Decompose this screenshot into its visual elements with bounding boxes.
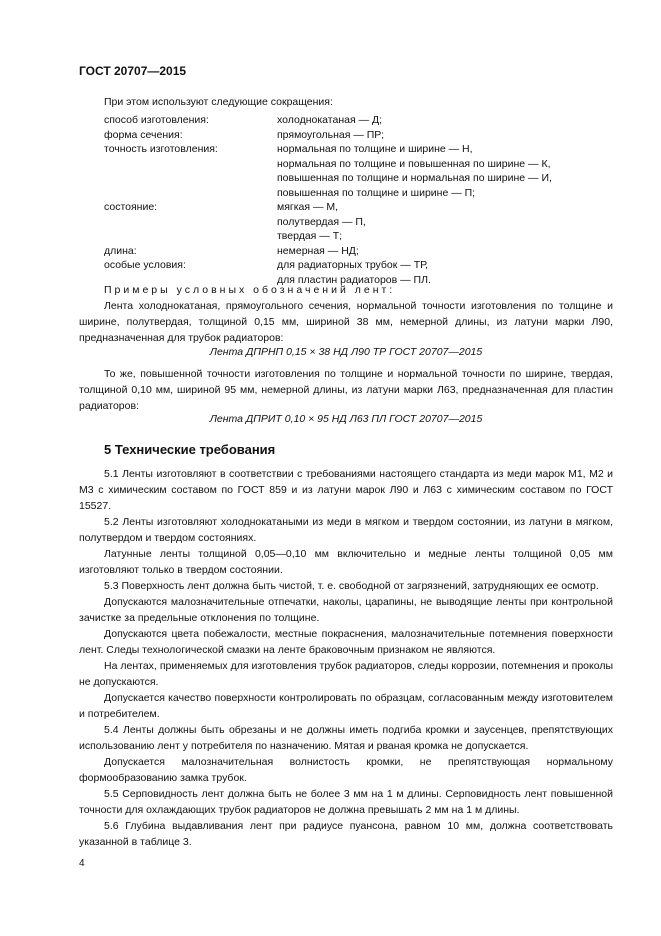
paragraph: Допускаются малозначительные отпечатки, наколы, царапины, не выводящие ленты при контрольной зачистке за предельные отклонения по толщине. bbox=[79, 596, 613, 624]
section-body bbox=[79, 466, 613, 850]
abbreviation-label: точность изготовления: bbox=[104, 143, 218, 155]
abbreviation-value: холоднокатаная — Д; bbox=[277, 114, 383, 126]
section-heading: 5 Технические требования bbox=[104, 442, 276, 457]
paragraph: Допускается малозначительная волнистость кромки, не препятствующая нормальному формообразованию замка трубок. bbox=[79, 756, 613, 784]
abbreviation-value: твердая — Т; bbox=[277, 230, 343, 242]
paragraph: 5.5 Серповидность лент должна быть не более 3 мм на 1 м длины. Серповидность лент повышенной точности для охлаждающих трубок радиаторов не должна превышать 2 мм на 1 м длины. bbox=[79, 788, 613, 816]
example-paragraph: То же, повышенной точности изготовления по толщине и нормальной точности по ширине, твердая, толщиной 0,10 мм, шириной 95 мм, немерной длины, из латуни марки Л63, предназначенная для пластин радиаторов: bbox=[79, 368, 613, 412]
abbreviation-row bbox=[104, 229, 552, 244]
paragraph: 5.4 Ленты должны быть обрезаны и не должны иметь подгиба кромки и заусенцев, препятствующих использованию лент у потребителя по назначению. Мятая и рваная кромка не допускается. bbox=[79, 724, 613, 752]
abbreviation-label: состояние: bbox=[104, 201, 158, 213]
abbreviation-row bbox=[104, 244, 552, 259]
paragraph: На лентах, применяемых для изготовления трубок радиаторов, следы коррозии, потемнения и проколы не допускаются. bbox=[79, 660, 613, 688]
example-2-text bbox=[79, 366, 613, 414]
abbreviation-value: повышенная по толщине и ширине — П; bbox=[277, 186, 476, 199]
document-header: ГОСТ 20707—2015 bbox=[79, 64, 187, 78]
abbreviation-value: нормальная по толщине и ширине — Н, bbox=[277, 143, 473, 155]
paragraph: Допускаются цвета побежалости, местные покраснения, малозначительные потемнения поверхности лент. Следы технологической смазки на ленте браковочным признаком не являются. bbox=[79, 628, 613, 656]
abbreviation-row bbox=[104, 157, 552, 172]
abbreviation-label: способ изготовления: bbox=[104, 114, 209, 126]
abbreviation-label: форма сечения: bbox=[104, 128, 183, 141]
paragraph: Допускается качество поверхности контролировать по образцам, согласованным между изготовителем и потребителем. bbox=[79, 692, 613, 720]
paragraph: 5.2 Ленты изготовляют холоднокатаными из меди в мягком и твердом состоянии, из латуни в мягком, полутвердом и твердом состояниях. bbox=[79, 516, 613, 544]
paragraph: 5.6 Глубина выдавливания лент при радиусе пуансона, равном 10 мм, должна соответствовать указанной в таблице 3. bbox=[79, 820, 613, 848]
abbreviation-value: немерная — НД; bbox=[277, 244, 359, 257]
abbreviation-value: нормальная по толщине и повышенная по ширине — К, bbox=[277, 157, 551, 170]
abbreviations-intro: При этом используют следующие сокращения: bbox=[104, 96, 333, 108]
abbreviation-row bbox=[104, 128, 552, 143]
paragraph: Латунные ленты толщиной 0,05—0,10 мм включительно и медные ленты толщиной 0,05 мм изготовляют только в твердом состоянии. bbox=[79, 548, 613, 576]
paragraph: 5.3 Поверхность лент должна быть чистой, т. е. свободной от загрязнений, затрудняющих ее осмотр. bbox=[104, 580, 599, 592]
abbreviation-row bbox=[104, 186, 552, 201]
abbreviation-label: длина: bbox=[104, 244, 137, 257]
abbreviation-row bbox=[104, 200, 552, 215]
abbreviations-list bbox=[104, 113, 552, 287]
paragraph: 5.1 Ленты изготовляют в соответствии с требованиями настоящего стандарта из меди марок М1, М2 и М3 с химическим составом по ГОСТ 859 и из латуни марок Л90 и Л63 с химическим составом по ГОСТ 15527. bbox=[79, 468, 613, 512]
example-1-designation: Лента ДПРНП 0,15 × 38 НД Л90 ТР ГОСТ 20707—2015 bbox=[209, 346, 483, 358]
abbreviation-value: полутвердая — П, bbox=[277, 215, 366, 228]
abbreviation-row bbox=[104, 142, 552, 157]
abbreviation-label: особые условия: bbox=[104, 259, 186, 271]
example-2-designation: Лента ДПРИТ 0,10 × 95 НД Л63 ПЛ ГОСТ 20707—2015 bbox=[209, 413, 483, 425]
examples-heading: Примеры условных обозначений лент: bbox=[104, 284, 396, 296]
abbreviation-value: повышенная по толщине и нормальная по ширине — И, bbox=[277, 172, 552, 184]
abbreviation-value: мягкая — М, bbox=[277, 201, 339, 213]
abbreviation-value: для пластин радиаторов — ПЛ. bbox=[277, 273, 431, 286]
abbreviation-row bbox=[104, 215, 552, 230]
abbreviation-row bbox=[104, 258, 552, 273]
example-paragraph: Лента холоднокатаная, прямоугольного сечения, нормальной точности изготовления по толщине и ширине, полутвердая, толщиной 0,15 мм, шириной 38 мм, немерной длины, из латуни марки Л90, предназначенная для трубок радиаторов: bbox=[79, 300, 613, 344]
abbreviation-value: для радиаторных трубок — ТР, bbox=[277, 259, 429, 271]
abbreviation-value: прямоугольная — ПР; bbox=[277, 128, 384, 141]
abbreviation-row bbox=[104, 171, 552, 186]
abbreviation-row bbox=[104, 113, 552, 128]
page-number: 4 bbox=[79, 858, 85, 869]
example-1-text bbox=[79, 298, 613, 346]
